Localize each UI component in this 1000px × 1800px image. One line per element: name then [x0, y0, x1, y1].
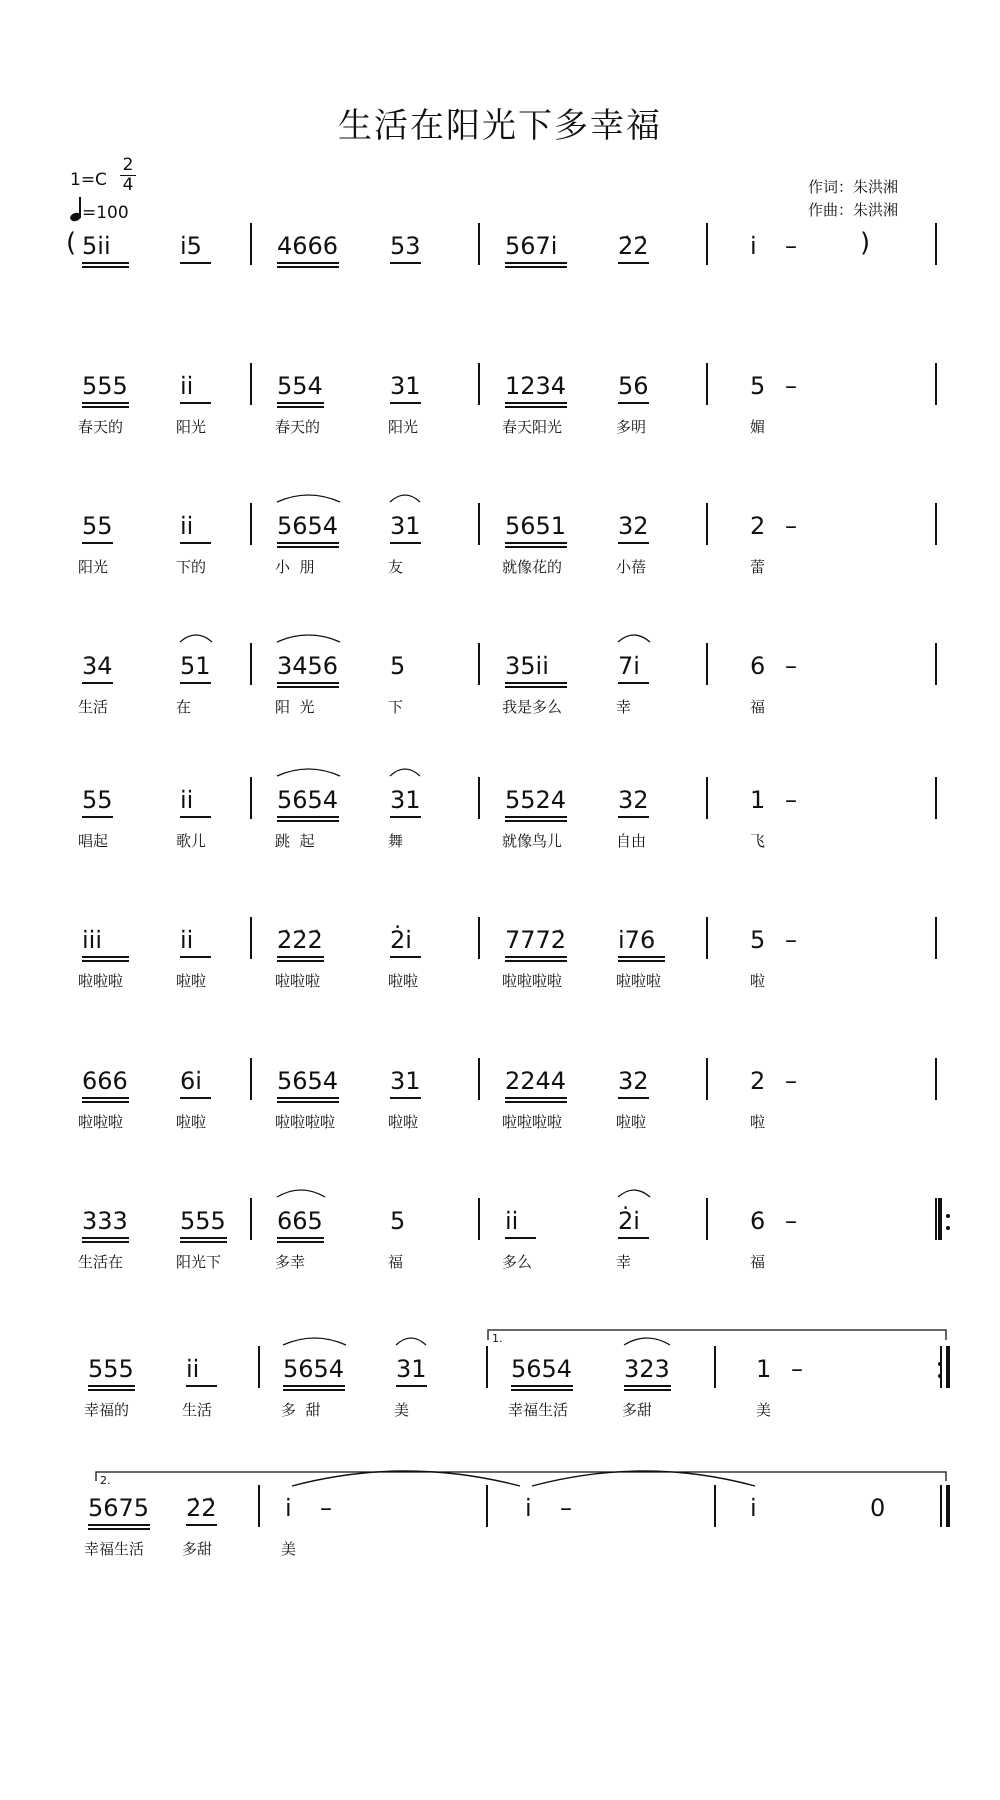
- note-group: 666: [82, 1067, 128, 1095]
- note-group: 32: [618, 786, 649, 814]
- lyric-syllable: 自由: [616, 832, 647, 850]
- note-group: 554: [277, 372, 323, 400]
- lyric-syllable: 飞: [750, 832, 766, 850]
- lyric-syllable: 阳光下: [176, 1253, 222, 1271]
- note-group: –: [560, 1494, 572, 1522]
- lyric-syllable: 生活在: [78, 1253, 124, 1271]
- note-group: 5: [390, 652, 406, 680]
- lyric-syllable: 啦啦: [388, 972, 419, 990]
- note-group: 5: [390, 1207, 406, 1235]
- note-group: 4666: [277, 232, 339, 260]
- note-group: 31: [390, 372, 421, 400]
- note-group: 567i̇: [505, 232, 558, 260]
- note-group: 5: [750, 926, 766, 954]
- note-group: i̇i̇: [180, 512, 194, 540]
- note-group: 31: [390, 1067, 421, 1095]
- slur: [277, 769, 340, 776]
- note-group: 5654: [277, 1067, 339, 1095]
- note-group: 2: [750, 1067, 766, 1095]
- volta-2-bracket: [96, 1472, 946, 1481]
- note-group: 5654: [277, 512, 339, 540]
- tie: [292, 1471, 520, 1486]
- note-group: 31: [390, 786, 421, 814]
- note-group: i̇i̇: [180, 786, 194, 814]
- lyric-syllable: 春天的: [78, 418, 124, 436]
- note-group: 31: [396, 1355, 427, 1383]
- lyric-syllable: 啦啦啦: [275, 972, 321, 990]
- note-group: 323: [624, 1355, 670, 1383]
- note-group: 6i̇: [180, 1067, 202, 1095]
- lyric-syllable: 就像花的: [502, 558, 563, 576]
- slur: [277, 635, 340, 642]
- lyric-syllable: 舞: [388, 832, 404, 850]
- lyric-syllable: 阳 光: [275, 698, 315, 716]
- lyric-syllable: 多么: [502, 1253, 533, 1271]
- note-group: 53: [390, 232, 421, 260]
- slur: [277, 1190, 325, 1197]
- slur: [277, 495, 340, 502]
- lyric-syllable: 幸: [616, 1253, 632, 1271]
- slur: [624, 1338, 670, 1345]
- note-group: 555: [88, 1355, 134, 1383]
- note-group: 35i̇i̇: [505, 652, 549, 680]
- lyric-syllable: 多 甜: [281, 1401, 321, 1419]
- note-group: 5524: [505, 786, 567, 814]
- volta-1-bracket: [488, 1330, 946, 1340]
- note-group: –: [785, 1207, 797, 1235]
- lyric-syllable: 美: [281, 1540, 297, 1558]
- note-group: 333: [82, 1207, 128, 1235]
- page-title: 生活在阳光下多幸福: [338, 106, 662, 146]
- lyric-syllable: 幸福生活: [508, 1401, 569, 1419]
- note-group: 5654: [277, 786, 339, 814]
- note-group: 31: [390, 512, 421, 540]
- note-group: i̇i̇: [186, 1355, 200, 1383]
- lyric-syllable: 啦啦啦: [78, 972, 124, 990]
- note-group: 55: [82, 786, 113, 814]
- note-group: i̇i̇: [180, 372, 194, 400]
- lyric-syllable: 生活: [182, 1401, 213, 1419]
- note-group: i̇: [525, 1494, 532, 1522]
- lyric-syllable: 啦啦啦啦: [502, 972, 563, 990]
- note-group: 2̇i̇: [618, 1207, 640, 1235]
- tempo-value: =100: [82, 203, 129, 223]
- lyricist-credit: 作词：朱洪湘: [808, 178, 899, 196]
- note-group: 2̇2̇2̇: [277, 926, 323, 954]
- key-signature: 1=C: [70, 170, 107, 190]
- lyric-syllable: 啦啦啦: [78, 1113, 124, 1131]
- lyric-syllable: 在: [176, 698, 192, 716]
- lyric-syllable: 啦啦: [388, 1113, 419, 1131]
- lyric-syllable: 小 朋: [275, 558, 315, 576]
- composer-credit: 作曲：朱洪湘: [808, 201, 899, 219]
- lyric-syllable: 幸福生活: [84, 1540, 145, 1558]
- lyric-syllable: 啦啦: [176, 972, 207, 990]
- note-group: –: [785, 652, 797, 680]
- note-group: –: [791, 1355, 803, 1383]
- lyric-syllable: 友: [388, 558, 404, 576]
- lyric-syllable: 福: [388, 1253, 404, 1271]
- slur: [283, 1338, 346, 1345]
- note-group: i̇: [750, 232, 757, 260]
- note-group: 7i̇: [618, 652, 640, 680]
- time-signature-top: 2: [122, 155, 134, 175]
- time-signature-bottom: 4: [122, 175, 134, 195]
- lyric-syllable: 阳光: [78, 558, 109, 576]
- lyric-syllable: 啦: [750, 972, 766, 990]
- slur: [390, 495, 420, 502]
- note-group: i̇5: [180, 232, 202, 260]
- note-group: i̇: [750, 1494, 757, 1522]
- note-group: i̇i̇: [505, 1207, 519, 1235]
- lyric-syllable: 下的: [176, 558, 207, 576]
- note-group: 56: [618, 372, 649, 400]
- open-paren: (: [66, 228, 77, 258]
- note-group: 7772̇: [505, 926, 567, 954]
- note-group: 5654: [283, 1355, 345, 1383]
- note-group: 55: [82, 512, 113, 540]
- note-group: 3456: [277, 652, 339, 680]
- lyric-syllable: 我是多么: [502, 698, 563, 716]
- note-group: 2: [750, 512, 766, 540]
- note-group: 1: [756, 1355, 772, 1383]
- slur: [618, 635, 650, 642]
- lyric-syllable: 美: [394, 1401, 410, 1419]
- slur: [390, 769, 420, 776]
- slur: [618, 1190, 650, 1197]
- note-group: –: [785, 372, 797, 400]
- note-group: 32: [618, 512, 649, 540]
- close-paren: ): [860, 228, 871, 258]
- note-group: i̇: [285, 1494, 292, 1522]
- note-group: 5i̇i̇: [82, 232, 111, 260]
- tie: [532, 1471, 755, 1486]
- note-group: 2̇i̇: [390, 926, 412, 954]
- note-group: –: [785, 512, 797, 540]
- note-group: i̇i̇: [180, 926, 194, 954]
- note-group: 0: [870, 1494, 886, 1522]
- slur: [396, 1338, 426, 1345]
- lyric-syllable: 啦: [750, 1113, 766, 1131]
- note-group: 555: [180, 1207, 226, 1235]
- lyric-syllable: 多明: [616, 418, 647, 436]
- lyric-syllable: 阳光: [388, 418, 419, 436]
- lyric-syllable: 多甜: [182, 1540, 213, 1558]
- lyric-syllable: 啦啦啦: [616, 972, 662, 990]
- lyric-syllable: 下: [388, 698, 404, 716]
- lyric-syllable: 福: [750, 698, 766, 716]
- note-group: 1: [750, 786, 766, 814]
- note-group: –: [785, 786, 797, 814]
- note-group: 5675: [88, 1494, 150, 1522]
- lyric-syllable: 阳光: [176, 418, 207, 436]
- note-group: 5654: [511, 1355, 573, 1383]
- volta-2-label: 2.: [100, 1474, 111, 1487]
- note-group: 32: [618, 1067, 649, 1095]
- note-group: 1234: [505, 372, 567, 400]
- note-group: 2244: [505, 1067, 567, 1095]
- note-group: 665: [277, 1207, 323, 1235]
- note-group: 2̇2̇: [186, 1494, 217, 1522]
- lyric-syllable: 幸福的: [84, 1401, 130, 1419]
- note-group: –: [785, 232, 797, 260]
- lyric-syllable: 就像鸟儿: [502, 832, 563, 850]
- lyric-syllable: 幸: [616, 698, 632, 716]
- note-group: 555: [82, 372, 128, 400]
- note-group: i̇76: [618, 926, 656, 954]
- lyric-syllable: 啦啦啦啦: [502, 1113, 563, 1131]
- note-group: 2̇2̇: [618, 232, 649, 260]
- lyric-syllable: 蕾: [750, 558, 766, 576]
- lyric-syllable: 春天的: [275, 418, 321, 436]
- lyric-syllable: 美: [756, 1401, 772, 1419]
- note-group: –: [785, 926, 797, 954]
- lyric-syllable: 啦啦啦啦: [275, 1113, 336, 1131]
- lyric-syllable: 生活: [78, 698, 109, 716]
- note-group: 5: [750, 372, 766, 400]
- lyric-syllable: 啦啦: [176, 1113, 207, 1131]
- lyric-syllable: 春天阳光: [502, 418, 563, 436]
- note-group: 6: [750, 1207, 766, 1235]
- lyric-syllable: 唱起: [78, 832, 109, 850]
- note-group: –: [785, 1067, 797, 1095]
- lyric-syllable: 福: [750, 1253, 766, 1271]
- slur: [180, 635, 212, 642]
- lyric-syllable: 媚: [750, 418, 766, 436]
- lyric-syllable: 多幸: [275, 1253, 306, 1271]
- lyric-syllable: 小蓓: [616, 558, 647, 576]
- note-group: 6: [750, 652, 766, 680]
- lyric-syllable: 多甜: [622, 1401, 653, 1419]
- note-group: 5651: [505, 512, 567, 540]
- lyric-syllable: 啦啦: [616, 1113, 647, 1131]
- lyric-syllable: 歌儿: [176, 832, 207, 850]
- note-group: 34: [82, 652, 113, 680]
- volta-1-label: 1.: [492, 1332, 503, 1345]
- lyric-syllable: 跳 起: [275, 832, 315, 850]
- note-group: 51: [180, 652, 211, 680]
- note-group: –: [320, 1494, 332, 1522]
- note-group: i̇i̇i̇: [82, 926, 103, 954]
